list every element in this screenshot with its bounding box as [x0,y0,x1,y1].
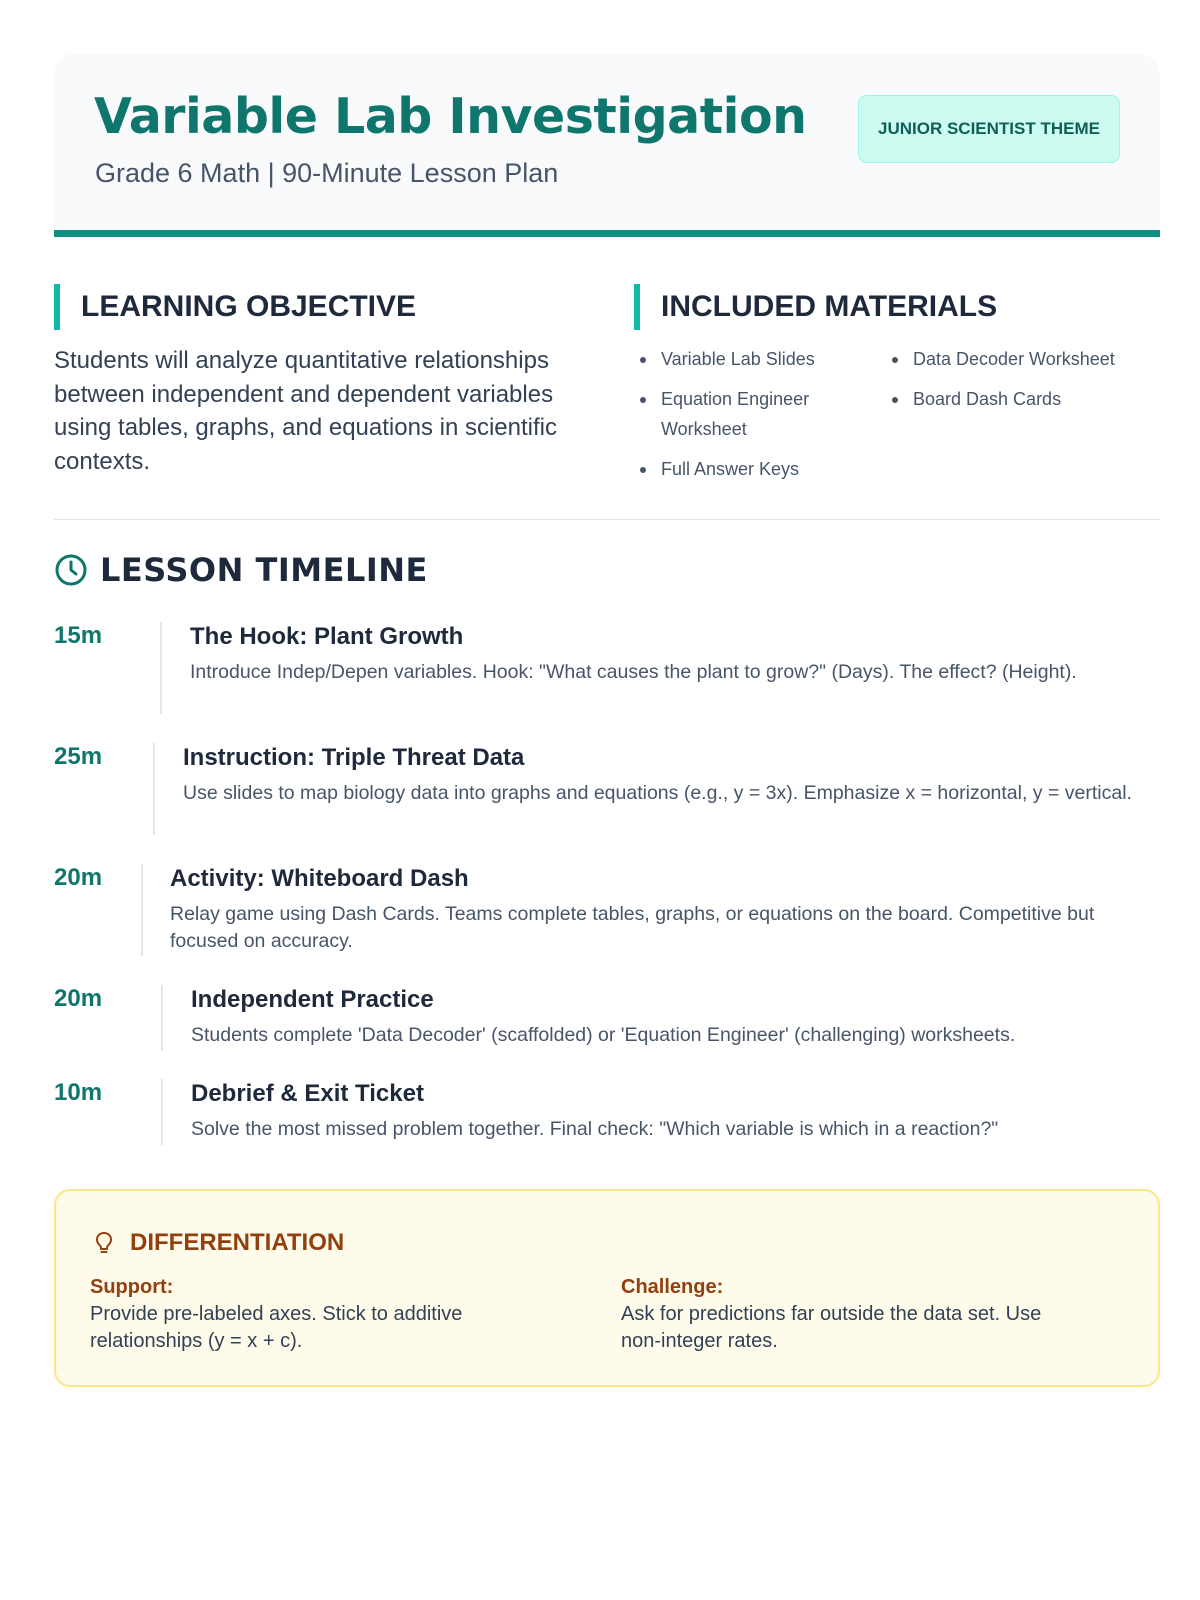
timeline-heading-label: LESSON TIMELINE [100,551,428,589]
materials-item-label: Variable Lab Slides [661,349,815,369]
bullet-icon [640,357,646,363]
materials-item [886,384,1160,444]
timeline-duration: 25m [54,743,103,770]
timeline-item-desc: Relay game using Dash Cards. Teams complete tables, graphs, or equations on the board. Competitive but focused on accuracy. [170,903,1095,952]
timeline-duration: 20m [54,985,103,1012]
materials-item [634,454,886,484]
challenge-text: Ask for predictions far outside the data set. Use non-integer rates. [621,1303,1042,1352]
timeline-item-title: Activity: Whiteboard Dash [170,865,469,892]
materials-item-label: Board Dash Cards [913,389,1062,409]
page-subtitle: Grade 6 Math | 90-Minute Lesson Plan [95,158,559,188]
timeline-item-body [161,985,1160,1051]
challenge-label: Challenge: [621,1276,724,1298]
timeline-item-title: Instruction: Triple Threat Data [183,744,525,771]
differentiation-heading [92,1229,344,1257]
lightbulb-icon [92,1230,116,1256]
differentiation-heading-label: DIFFERENTIATION [130,1229,345,1256]
bullet-icon [640,397,646,403]
timeline-item-desc: Use slides to map biology data into graphs and equations (e.g., y = 3x). Emphasize x = horizontal, y = vertical. [183,782,1132,804]
materials-item-label: Data Decoder Worksheet [913,349,1115,369]
timeline-item-body [161,1079,1160,1145]
timeline-duration: 15m [54,622,103,649]
materials-item-label: Equation Engineer Worksheet [661,389,810,439]
bullet-icon [892,397,898,403]
support-text: Provide pre-labeled axes. Stick to additive relationships (y = x + c). [90,1303,463,1352]
timeline-item-body [141,864,1160,956]
timeline-heading [54,551,428,589]
timeline-item-desc: Introduce Indep/Depen variables. Hook: "What causes the plant to grow?" (Days). The effect? (Height). [190,661,1077,683]
timeline-item-body [160,622,1160,714]
bullet-icon [640,467,646,473]
materials-list [634,344,1160,484]
timeline-item-title: The Hook: Plant Growth [190,623,464,650]
support-column [90,1274,550,1355]
materials-item-label: Full Answer Keys [661,459,800,479]
timeline-item-desc: Students complete 'Data Decoder' (scaffolded) or 'Equation Engineer' (challenging) worksheets. [191,1024,1016,1046]
materials-heading: INCLUDED MATERIALS [634,284,997,330]
challenge-column [621,1274,1081,1355]
timeline-item-body [153,743,1160,835]
clock-icon [54,553,88,587]
timeline-item-title: Independent Practice [191,986,434,1013]
timeline-duration: 20m [54,864,103,891]
timeline-item-title: Debrief & Exit Ticket [191,1080,424,1107]
header [54,54,1160,237]
objective-heading: LEARNING OBJECTIVE [54,284,416,330]
theme-badge: JUNIOR SCIENTIST THEME [858,95,1120,163]
bullet-icon [892,357,898,363]
differentiation-box [54,1189,1160,1387]
support-label: Support: [90,1276,174,1298]
materials-item [886,344,1160,374]
objective-text: Students will analyze quantitative relationships between independent and dependent variables using tables, graphs, and equations in scientific contexts. [54,347,557,475]
timeline-duration: 10m [54,1079,103,1106]
materials-item [634,384,886,444]
section-divider [54,519,1160,520]
materials-item [634,344,886,374]
timeline-item-desc: Solve the most missed problem together. Final check: "Which variable is which in a reaction?" [191,1118,999,1140]
page-title: Variable Lab Investigation [94,88,807,145]
